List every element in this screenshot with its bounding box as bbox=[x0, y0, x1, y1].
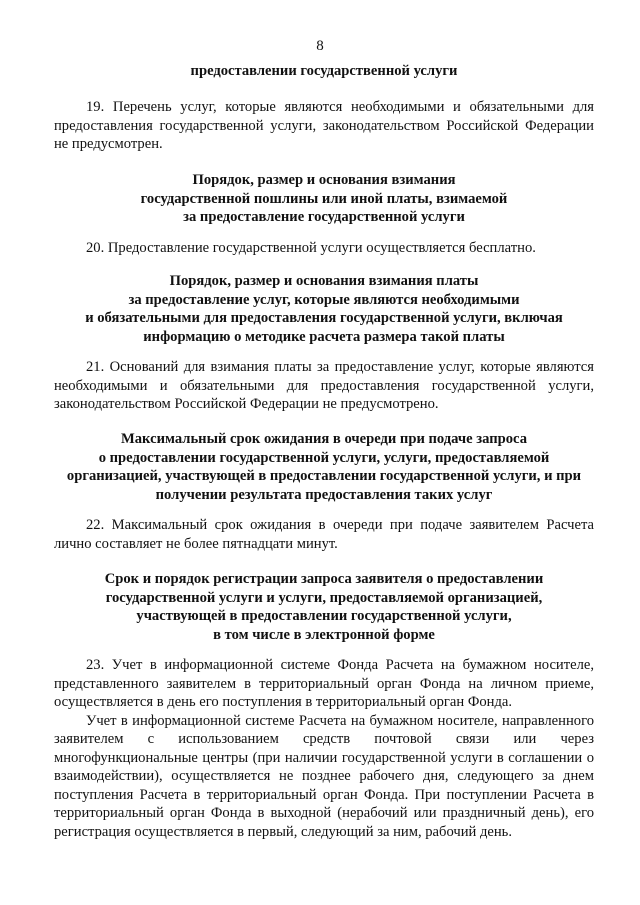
heading-fee-for-services: Порядок, размер и основания взимания платы за предоставление услуг, которые являются необходимыми и обязательными для предоставления государственной услуги, включая информацию о методике расчета размера такой платы bbox=[85, 273, 563, 345]
paragraph-21: 21. Оснований для взимания платы за предоставление услуг, которые являются необходимыми и обязательными для предоставления государственной услуги, законодательством Российской Федерации не предусмотрено. bbox=[54, 359, 594, 412]
heading-registration-procedure: Срок и порядок регистрации запроса заявителя о предоставлении государственной услуги и услуги, предоставляемой организацией, участвующей в предоставлении государственной услуги, в том числе в электронной форме bbox=[104, 571, 544, 643]
heading-state-fee: Порядок, размер и основания взимания государственной пошлины или иной платы, взимаемой за предоставление государственной услуги bbox=[140, 172, 508, 225]
page-number: 8 bbox=[316, 38, 324, 54]
section-heading-continuation: предоставлении государственной услуги bbox=[190, 63, 458, 79]
paragraph-23: 23. Учет в информационной системе Фонда Расчета на бумажном носителе, представленного заявителем в территориальный орган Фонда на личном приеме, осуществляется в день его поступления в территориальный орган Фонда. Учет в информационной системе Расчета на бумажном носителе, направленного заявителем с использованием средств почтовой связи или через многофункциональные центры (при наличии государственной услуги в соглашении о взаимодействии), осуществляется не позднее рабочего дня, следующего за днем поступления Расчета в территориальный орган Фонда. При поступлении Расчета в территориальный орган Фонда в выходной (нерабочий или праздничный день), его регистрация осуществляется в первый, следующий за ним, рабочий день. bbox=[54, 657, 594, 840]
heading-max-waiting-time: Максимальный срок ожидания в очереди при подаче запроса о предоставлении государственной услуги, услуги, предоставляемой организацией, участвующей в предоставлении государственной услуги, и при получении результата предоставления таких услуг bbox=[66, 431, 582, 503]
paragraph-20: 20. Предоставление государственной услуги осуществляется бесплатно. bbox=[86, 240, 536, 256]
paragraph-22: 22. Максимальный срок ожидания в очереди при подаче заявителем Расчета лично составляет не более пятнадцати минут. bbox=[54, 517, 594, 552]
paragraph-19: 19. Перечень услуг, которые являются необходимыми и обязательными для предоставления государственной услуги, законодательством Российской Федерации не предусмотрен. bbox=[54, 99, 594, 152]
